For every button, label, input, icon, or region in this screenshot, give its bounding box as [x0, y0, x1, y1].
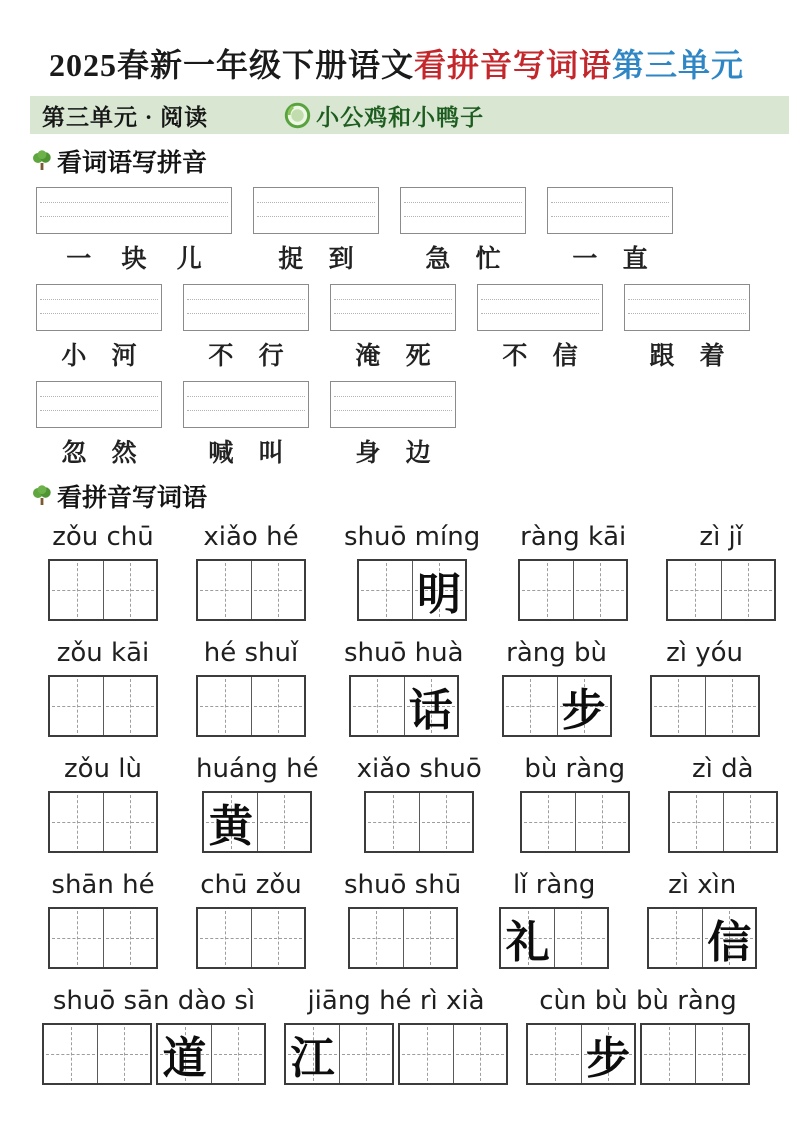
pinyin-ruled-box [253, 187, 379, 234]
grid-cell [44, 1025, 97, 1083]
grid-cell [721, 561, 774, 619]
pinyin-label: zì jǐ [699, 522, 744, 552]
word-character: 行 [258, 343, 284, 370]
ruled-line [628, 299, 746, 300]
grid-cell [501, 909, 554, 967]
grid-cell [50, 793, 103, 851]
pinyin-write-unit [330, 284, 456, 372]
pinyin-word-unit [666, 522, 776, 621]
grid-cell [339, 1025, 392, 1083]
unit-label: 第三单元 · 阅读 [42, 104, 209, 130]
pinyin-write-unit [400, 187, 526, 275]
ruled-line [334, 313, 452, 314]
grid-cell [575, 793, 628, 851]
prefilled-char: 礼 [505, 918, 550, 967]
grid-cell [251, 561, 304, 619]
prefilled-char: 话 [408, 686, 453, 735]
lesson-title: 小公鸡和小鸭子 [316, 104, 485, 130]
char-grid [526, 1023, 750, 1085]
pinyin-ruled-box [183, 381, 309, 428]
grid-cell [573, 561, 626, 619]
pinyin-word-unit [668, 754, 778, 853]
pinyin-write-unit [547, 187, 673, 275]
pinyin-word-unit [284, 986, 508, 1085]
char-grid-box [502, 675, 612, 737]
prefilled-char: 黄 [208, 802, 253, 851]
grid-cell [581, 1025, 634, 1083]
pinyin-write-unit [36, 381, 162, 469]
pinyin-word-unit [650, 638, 760, 737]
ruled-line [257, 202, 375, 203]
word-character: 块 [121, 246, 147, 273]
grid-cell [453, 1025, 506, 1083]
prefilled-char: 信 [707, 918, 752, 967]
prefilled-char: 步 [586, 1034, 630, 1083]
grid-cell [204, 793, 257, 851]
write-pinyin-section [0, 187, 793, 469]
grid-cell [522, 793, 575, 851]
pinyin-word-row [48, 522, 793, 621]
pinyin-label: lǐ ràng [513, 870, 596, 900]
grid-cell [103, 561, 156, 619]
pinyin-ruled-box [477, 284, 603, 331]
prefilled-char: 步 [561, 686, 606, 735]
pinyin-word-unit [48, 522, 158, 621]
word-label [183, 433, 309, 469]
grid-cell [351, 677, 404, 735]
word-character: 边 [405, 440, 431, 467]
grid-cell [668, 561, 721, 619]
grid-cell [286, 1025, 339, 1083]
char-grid-box [526, 1023, 636, 1085]
char-grid-box [650, 675, 760, 737]
word-label [547, 239, 673, 275]
char-grid-box [156, 1023, 266, 1085]
word-character: 河 [111, 343, 137, 370]
word-character: 信 [552, 343, 578, 370]
pinyin-ruled-box [330, 284, 456, 331]
pinyin-label: zǒu chū [52, 522, 154, 552]
word-character: 喊 [208, 440, 234, 467]
pinyin-label: ràng kāi [520, 522, 627, 552]
grid-cell [350, 909, 403, 967]
title-red-part: 看拼音写词语 [413, 47, 612, 83]
pinyin-ruled-box [330, 381, 456, 428]
pinyin-write-row [36, 187, 793, 275]
char-grid [344, 907, 461, 969]
char-grid [196, 559, 306, 621]
char-grid-box [196, 675, 306, 737]
pinyin-label: zì yóu [666, 638, 744, 668]
ruled-line [334, 299, 452, 300]
ruled-line [628, 313, 746, 314]
grid-cell [198, 909, 251, 967]
word-character: 叫 [258, 440, 284, 467]
grid-cell [695, 1025, 748, 1083]
pinyin-label: shān hé [51, 870, 155, 900]
ruled-line [551, 216, 669, 217]
word-label [400, 239, 526, 275]
word-label [624, 336, 750, 372]
word-label [253, 239, 379, 275]
ruled-line [187, 410, 305, 411]
grid-cell [528, 1025, 581, 1083]
pinyin-word-row [48, 638, 793, 737]
grid-cell [50, 561, 103, 619]
pinyin-word-unit [520, 754, 630, 853]
grid-cell [520, 561, 573, 619]
grid-cell [211, 1025, 264, 1083]
word-character: 一 [572, 246, 598, 273]
char-grid [48, 791, 158, 853]
grid-cell [642, 1025, 695, 1083]
grid-cell [670, 793, 723, 851]
section1-heading-label: 看词语写拼音 [57, 150, 208, 177]
char-grid [48, 907, 158, 969]
word-character: 直 [622, 246, 648, 273]
pinyin-write-unit [253, 187, 379, 275]
word-character: 然 [111, 440, 137, 467]
pinyin-ruled-box [400, 187, 526, 234]
ruled-line [404, 216, 522, 217]
ruled-line [40, 410, 158, 411]
word-character: 一 [66, 246, 92, 273]
char-grid [48, 559, 158, 621]
grid-cell [652, 677, 705, 735]
char-grid [650, 675, 760, 737]
char-grid-box [196, 907, 306, 969]
grid-cell [103, 793, 156, 851]
pinyin-word-unit [502, 638, 612, 737]
pinyin-label: xiǎo hé [203, 522, 299, 552]
grid-cell [366, 793, 419, 851]
pinyin-label: zì xìn [668, 870, 737, 900]
ruled-line [334, 410, 452, 411]
pinyin-label: hé shuǐ [203, 638, 299, 668]
pinyin-write-row [36, 284, 793, 372]
char-grid-box [48, 559, 158, 621]
grid-cell [412, 561, 465, 619]
grid-cell [705, 677, 758, 735]
pinyin-word-unit [48, 754, 158, 853]
prefilled-char: 明 [417, 570, 462, 619]
pinyin-label: zǒu lù [64, 754, 142, 784]
word-character: 到 [328, 246, 354, 273]
char-grid-box [42, 1023, 152, 1085]
char-grid [196, 675, 306, 737]
ruled-line [187, 313, 305, 314]
ruled-line [40, 202, 228, 203]
char-grid [196, 791, 319, 853]
char-grid-box [48, 907, 158, 969]
word-character: 小 [61, 343, 87, 370]
ruled-line [551, 202, 669, 203]
grid-cell [404, 677, 457, 735]
pinyin-word-unit [518, 522, 628, 621]
grid-cell [257, 793, 310, 851]
pinyin-write-unit [624, 284, 750, 372]
pinyin-word-unit [357, 754, 482, 853]
word-label [36, 336, 162, 372]
pinyin-label: jiāng hé rì xià [307, 986, 485, 1016]
pinyin-word-unit [48, 638, 158, 737]
grid-cell [557, 677, 610, 735]
grid-cell [50, 677, 103, 735]
tree-icon [32, 150, 52, 172]
pinyin-word-row [48, 870, 793, 969]
pinyin-label: zǒu kāi [56, 638, 150, 668]
char-grid [666, 559, 776, 621]
word-character: 忽 [61, 440, 87, 467]
word-label [36, 433, 162, 469]
pinyin-ruled-box [183, 284, 309, 331]
grid-cell [504, 677, 557, 735]
char-grid [344, 559, 480, 621]
char-grid-box [357, 559, 467, 621]
ruled-line [257, 216, 375, 217]
pinyin-word-unit [196, 754, 319, 853]
grid-cell [198, 561, 251, 619]
pinyin-label: xiǎo shuō [356, 754, 482, 784]
pinyin-word-unit [48, 870, 158, 969]
char-grid [42, 1023, 266, 1085]
pinyin-ruled-box [36, 381, 162, 428]
pinyin-write-unit [330, 381, 456, 469]
char-grid-box [640, 1023, 750, 1085]
pinyin-word-unit [196, 870, 306, 969]
char-grid-box [284, 1023, 394, 1085]
grid-cell [649, 909, 702, 967]
char-grid [344, 675, 464, 737]
section2-heading [32, 478, 793, 514]
grid-cell [50, 909, 103, 967]
char-grid [196, 907, 306, 969]
pinyin-label: shuō sān dào sì [52, 986, 256, 1016]
word-character: 不 [208, 343, 234, 370]
word-label [36, 239, 232, 275]
pinyin-label: shuō míng [344, 522, 481, 552]
char-grid-box [196, 559, 306, 621]
pinyin-word-unit [344, 870, 461, 969]
char-grid [647, 907, 757, 969]
section1-heading [32, 143, 793, 179]
word-character: 急 [425, 246, 451, 273]
char-grid-box [398, 1023, 508, 1085]
char-grid-box [499, 907, 609, 969]
pinyin-word-unit [499, 870, 609, 969]
char-grid-box [668, 791, 778, 853]
char-grid-box [348, 907, 458, 969]
grid-cell [702, 909, 755, 967]
char-grid [668, 791, 778, 853]
pinyin-label: huáng hé [196, 754, 319, 784]
pinyin-word-unit [344, 638, 464, 737]
title-blue-part: 第三单元 [612, 47, 745, 83]
pinyin-word-unit [196, 522, 306, 621]
grid-cell [403, 909, 456, 967]
pinyin-write-unit [477, 284, 603, 372]
grid-cell [103, 677, 156, 735]
ruled-line [404, 202, 522, 203]
char-grid [357, 791, 482, 853]
pinyin-word-row [48, 754, 793, 853]
word-character: 死 [405, 343, 431, 370]
pinyin-label: bù ràng [524, 754, 626, 784]
grid-cell [419, 793, 472, 851]
word-label [330, 336, 456, 372]
pinyin-write-unit [183, 284, 309, 372]
char-grid-box [666, 559, 776, 621]
pinyin-word-unit [344, 522, 480, 621]
pinyin-ruled-box [547, 187, 673, 234]
pinyin-label: chū zǒu [200, 870, 302, 900]
pinyin-label: zì dà [691, 754, 754, 784]
char-grid-box [349, 675, 459, 737]
word-label [330, 433, 456, 469]
word-character: 捉 [278, 246, 304, 273]
grid-cell [251, 677, 304, 735]
grid-cell [158, 1025, 211, 1083]
pinyin-ruled-box [36, 187, 232, 234]
char-grid [284, 1023, 508, 1085]
word-character: 忙 [475, 246, 501, 273]
word-character: 跟 [649, 343, 675, 370]
ruled-line [40, 216, 228, 217]
pinyin-label: cùn bù bù ràng [539, 986, 737, 1016]
section2-heading-label: 看拼音写词语 [57, 485, 208, 512]
char-grid-box [364, 791, 474, 853]
char-grid-box [518, 559, 628, 621]
char-grid-box [520, 791, 630, 853]
pinyin-label: ràng bù [506, 638, 607, 668]
word-character: 儿 [176, 246, 202, 273]
lesson-logo-icon [284, 102, 311, 129]
ruled-line [187, 299, 305, 300]
word-character: 不 [502, 343, 528, 370]
ruled-line [481, 299, 599, 300]
page-title [10, 40, 783, 86]
pinyin-word-unit [196, 638, 306, 737]
ruled-line [187, 396, 305, 397]
char-grid [499, 907, 609, 969]
pinyin-label: shuō shū [344, 870, 462, 900]
word-character: 身 [355, 440, 381, 467]
ruled-line [40, 313, 158, 314]
title-black-part: 2025春新一年级下册语文 [48, 47, 414, 83]
grid-cell [103, 909, 156, 967]
prefilled-char: 江 [290, 1034, 335, 1083]
char-grid-box [647, 907, 757, 969]
grid-cell [554, 909, 607, 967]
pinyin-word-unit [526, 986, 750, 1085]
pinyin-write-unit [36, 187, 232, 275]
char-grid-box [202, 791, 312, 853]
pinyin-word-unit [647, 870, 757, 969]
ruled-line [40, 396, 158, 397]
word-label [477, 336, 603, 372]
grid-cell [723, 793, 776, 851]
pinyin-write-unit [36, 284, 162, 372]
grid-cell [97, 1025, 150, 1083]
pinyin-label: shuō huà [344, 638, 464, 668]
grid-cell [359, 561, 412, 619]
word-character: 淹 [355, 343, 381, 370]
tree-icon [32, 485, 52, 507]
unit-bar [30, 96, 789, 134]
pinyin-write-unit [183, 381, 309, 469]
char-grid [520, 791, 630, 853]
grid-cell [251, 909, 304, 967]
grid-cell [400, 1025, 453, 1083]
lesson-title-group [284, 99, 484, 132]
word-character: 着 [699, 343, 725, 370]
char-grid [48, 675, 158, 737]
pinyin-word-unit [42, 986, 266, 1085]
char-grid-box [48, 675, 158, 737]
char-grid-box [48, 791, 158, 853]
pinyin-write-row [36, 381, 793, 469]
prefilled-char: 道 [162, 1034, 207, 1083]
ruled-line [481, 313, 599, 314]
ruled-line [40, 299, 158, 300]
pinyin-ruled-box [36, 284, 162, 331]
char-grid [518, 559, 628, 621]
char-grid [502, 675, 612, 737]
pinyin-ruled-box [624, 284, 750, 331]
grid-cell [198, 677, 251, 735]
word-label [183, 336, 309, 372]
pinyin-word-row [42, 986, 793, 1085]
write-words-section [0, 522, 793, 1085]
ruled-line [334, 396, 452, 397]
